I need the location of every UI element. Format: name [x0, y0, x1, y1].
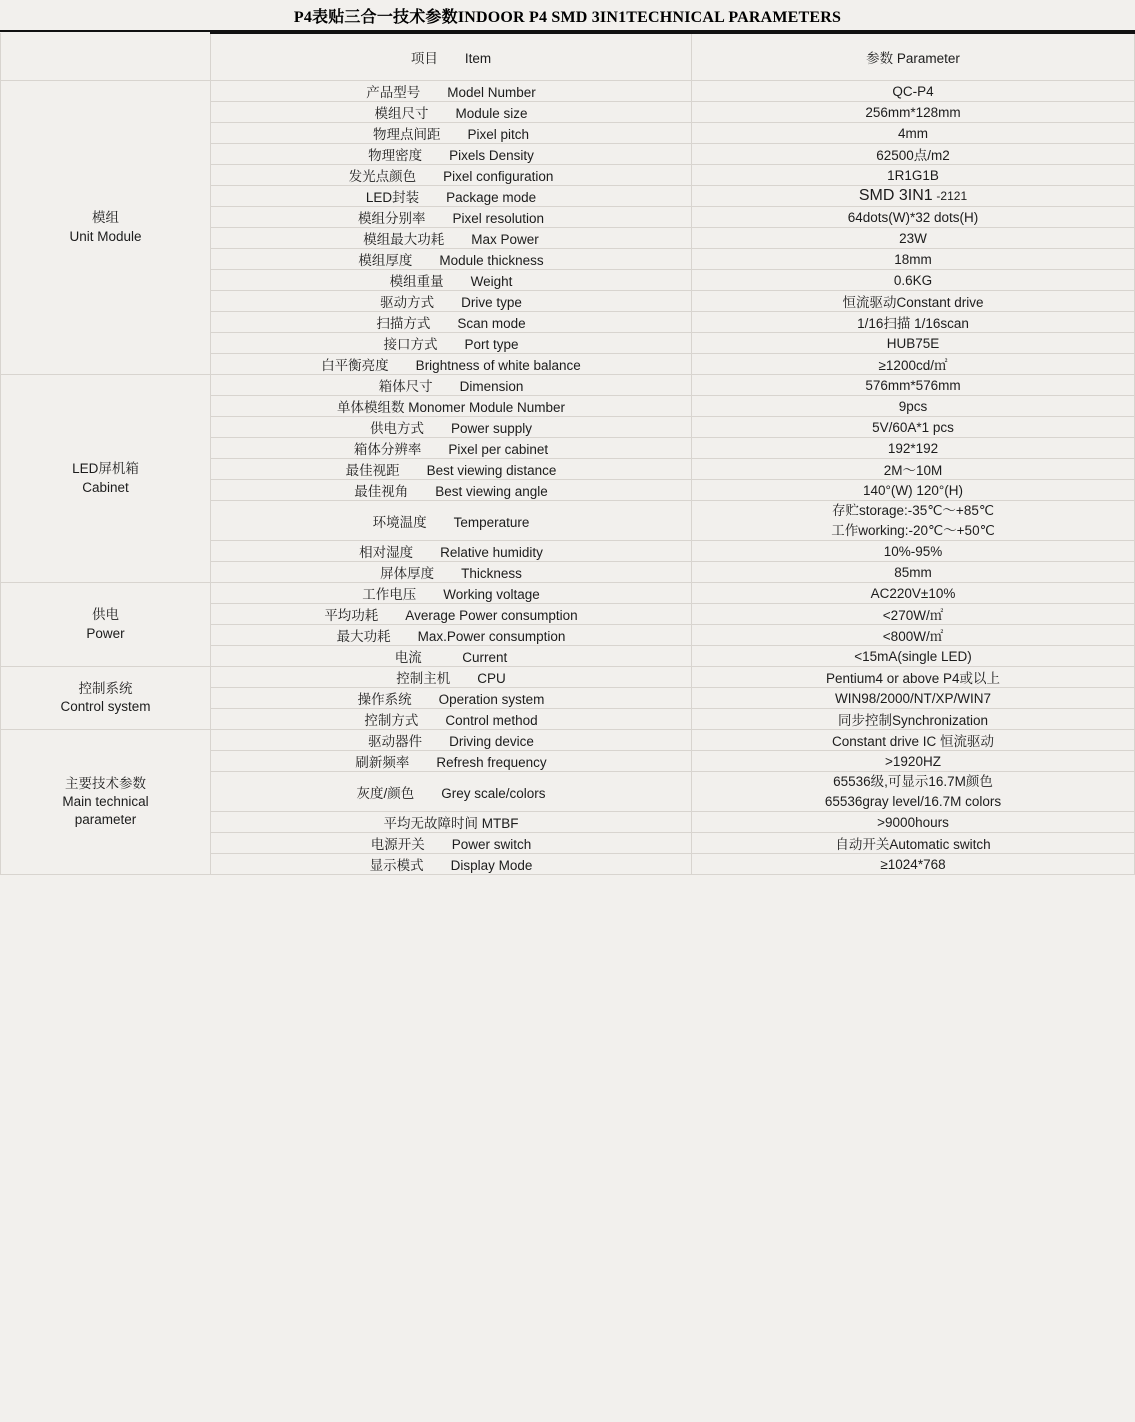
row-value-cell: >1920HZ — [692, 751, 1135, 772]
row-item-cell: 产品型号 Model Number — [211, 81, 692, 102]
row-item-cell: 操作系统 Operation system — [211, 688, 692, 709]
group-label-cell — [1, 375, 211, 583]
row-item-cell: 平均功耗 Average Power consumption — [211, 604, 692, 625]
row-value-cell — [692, 186, 1135, 207]
group-label-en: Cabinet — [82, 479, 129, 495]
row-item-cell: 模组尺寸 Module size — [211, 102, 692, 123]
row-value-cell: <15mA(single LED) — [692, 646, 1135, 667]
table-row — [1, 667, 1135, 688]
row-value-cell: Pentium4 or above P4或以上 — [692, 667, 1135, 688]
row-item-cell: 刷新频率 Refresh frequency — [211, 751, 692, 772]
row-value-cell: 576mm*576mm — [692, 375, 1135, 396]
row-value-cell: WIN98/2000/NT/XP/WIN7 — [692, 688, 1135, 709]
row-item-cell: 电源开关 Power switch — [211, 833, 692, 854]
group-label-en: Power — [86, 625, 125, 641]
row-item-cell: 模组分别率 Pixel resolution — [211, 207, 692, 228]
header-item-cell: 项目 Item — [211, 33, 692, 81]
row-value-main: SMD 3IN1 — [858, 187, 933, 204]
row-value-cell: 4mm — [692, 123, 1135, 144]
group-label-en: Control system — [60, 699, 151, 715]
row-value-suffix: -2121 — [936, 189, 968, 203]
specifications-table — [0, 32, 1135, 875]
document-title-bar — [0, 0, 1135, 32]
row-item-cell: 扫描方式 Scan mode — [211, 312, 692, 333]
row-item-cell: 物理点间距 Pixel pitch — [211, 123, 692, 144]
row-value-cell — [692, 501, 1135, 541]
row-value-cell: 64dots(W)*32 dots(H) — [692, 207, 1135, 228]
table-row — [1, 81, 1135, 102]
row-item-cell: 控制主机 CPU — [211, 667, 692, 688]
row-item-cell: 驱动器件 Driving device — [211, 730, 692, 751]
row-item-cell: 电流 Current — [211, 646, 692, 667]
row-value-cell: Constant drive IC 恒流驱动 — [692, 730, 1135, 751]
row-value-cell: ≥1200cd/㎡ — [692, 354, 1135, 375]
row-value-cell: 同步控制Synchronization — [692, 709, 1135, 730]
group-label-cn: 供电 — [92, 607, 119, 623]
group-label-en: Main technical — [62, 794, 149, 810]
row-item-cell: 模组最大功耗 Max Power — [211, 228, 692, 249]
row-item-cell: 最大功耗 Max.Power consumption — [211, 625, 692, 646]
row-value-line-1: 65536级,可显示16.7M颜色 — [833, 774, 993, 790]
row-item-cell: 相对湿度 Relative humidity — [211, 541, 692, 562]
row-value-cell: 192*192 — [692, 438, 1135, 459]
group-label-cn: 主要技术参数 — [65, 775, 146, 791]
group-label-en-2: parameter — [74, 812, 137, 828]
table-row — [1, 730, 1135, 751]
row-value-cell: >9000hours — [692, 812, 1135, 833]
row-item-cell: 单体模组数 Monomer Module Number — [211, 396, 692, 417]
row-value-line-2: 65536gray level/16.7M colors — [824, 793, 1002, 809]
group-label-cell — [1, 667, 211, 730]
row-item-cell: 平均无故障时间 MTBF — [211, 812, 692, 833]
row-item-cell: 模组厚度 Module thickness — [211, 249, 692, 270]
row-value-cell: <270W/㎡ — [692, 604, 1135, 625]
table-header-row — [1, 33, 1135, 81]
row-value-cell: QC-P4 — [692, 81, 1135, 102]
row-value-cell: 5V/60A*1 pcs — [692, 417, 1135, 438]
row-value-cell: AC220V±10% — [692, 583, 1135, 604]
row-value-line-2: 工作working:-20℃～+50℃ — [831, 522, 995, 538]
row-item-cell: 供电方式 Power supply — [211, 417, 692, 438]
group-label-cell — [1, 583, 211, 667]
row-item-cell: 驱动方式 Drive type — [211, 291, 692, 312]
page-title: P4表贴三合一技术参数INDOOR P4 SMD 3IN1TECHNICAL PARAMETERS — [293, 8, 842, 26]
row-item-cell: 环境温度 Temperature — [211, 501, 692, 541]
row-value-cell — [692, 772, 1135, 812]
row-item-cell: 最佳视距 Best viewing distance — [211, 459, 692, 480]
row-item-cell: 控制方式 Control method — [211, 709, 692, 730]
row-value-cell: 256mm*128mm — [692, 102, 1135, 123]
row-item-cell: 屏体厚度 Thickness — [211, 562, 692, 583]
group-label-cn: LED屏机箱 — [72, 461, 139, 477]
table-body — [1, 33, 1135, 875]
row-item-cell: LED封装 Package mode — [211, 186, 692, 207]
row-value-cell: 140°(W) 120°(H) — [692, 480, 1135, 501]
row-value-cell: 1R1G1B — [692, 165, 1135, 186]
row-item-cell: 箱体尺寸 Dimension — [211, 375, 692, 396]
row-item-cell: 物理密度 Pixels Density — [211, 144, 692, 165]
row-item-cell: 接口方式 Port type — [211, 333, 692, 354]
row-value-cell: 18mm — [692, 249, 1135, 270]
row-value-cell: 62500点/m2 — [692, 144, 1135, 165]
row-item-cell: 箱体分辨率 Pixel per cabinet — [211, 438, 692, 459]
row-item-cell: 工作电压 Working voltage — [211, 583, 692, 604]
row-item-cell: 灰度/颜色 Grey scale/colors — [211, 772, 692, 812]
row-value-line-1: 存贮storage:-35℃～+85℃ — [831, 503, 994, 518]
group-label-cell — [1, 81, 211, 375]
row-value-cell: 9pcs — [692, 396, 1135, 417]
group-label-cn: 控制系统 — [78, 680, 133, 696]
row-value-cell: 恒流驱动Constant drive — [692, 291, 1135, 312]
row-item-cell: 显示模式 Display Mode — [211, 854, 692, 875]
row-value-cell: 自动开关Automatic switch — [692, 833, 1135, 854]
row-item-cell: 白平衡亮度 Brightness of white balance — [211, 354, 692, 375]
header-parameter-cell: 参数 Parameter — [692, 33, 1135, 81]
row-value-cell: 0.6KG — [692, 270, 1135, 291]
row-item-cell: 模组重量 Weight — [211, 270, 692, 291]
row-value-cell: 2M～10M — [692, 459, 1135, 480]
table-row — [1, 583, 1135, 604]
row-value-cell: 85mm — [692, 562, 1135, 583]
table-row — [1, 375, 1135, 396]
row-value-cell: <800W/㎡ — [692, 625, 1135, 646]
group-label-en: Unit Module — [69, 228, 142, 244]
row-value-cell: HUB75E — [692, 333, 1135, 354]
group-label-cell — [1, 730, 211, 875]
row-value-cell: 23W — [692, 228, 1135, 249]
row-item-cell: 最佳视角 Best viewing angle — [211, 480, 692, 501]
row-value-cell: ≥1024*768 — [692, 854, 1135, 875]
header-spacer-cell — [1, 33, 211, 81]
row-item-cell: 发光点颜色 Pixel configuration — [211, 165, 692, 186]
row-value-cell: 10%-95% — [692, 541, 1135, 562]
group-label-cn: 模组 — [92, 210, 119, 226]
row-value-cell: 1/16扫描 1/16scan — [692, 312, 1135, 333]
